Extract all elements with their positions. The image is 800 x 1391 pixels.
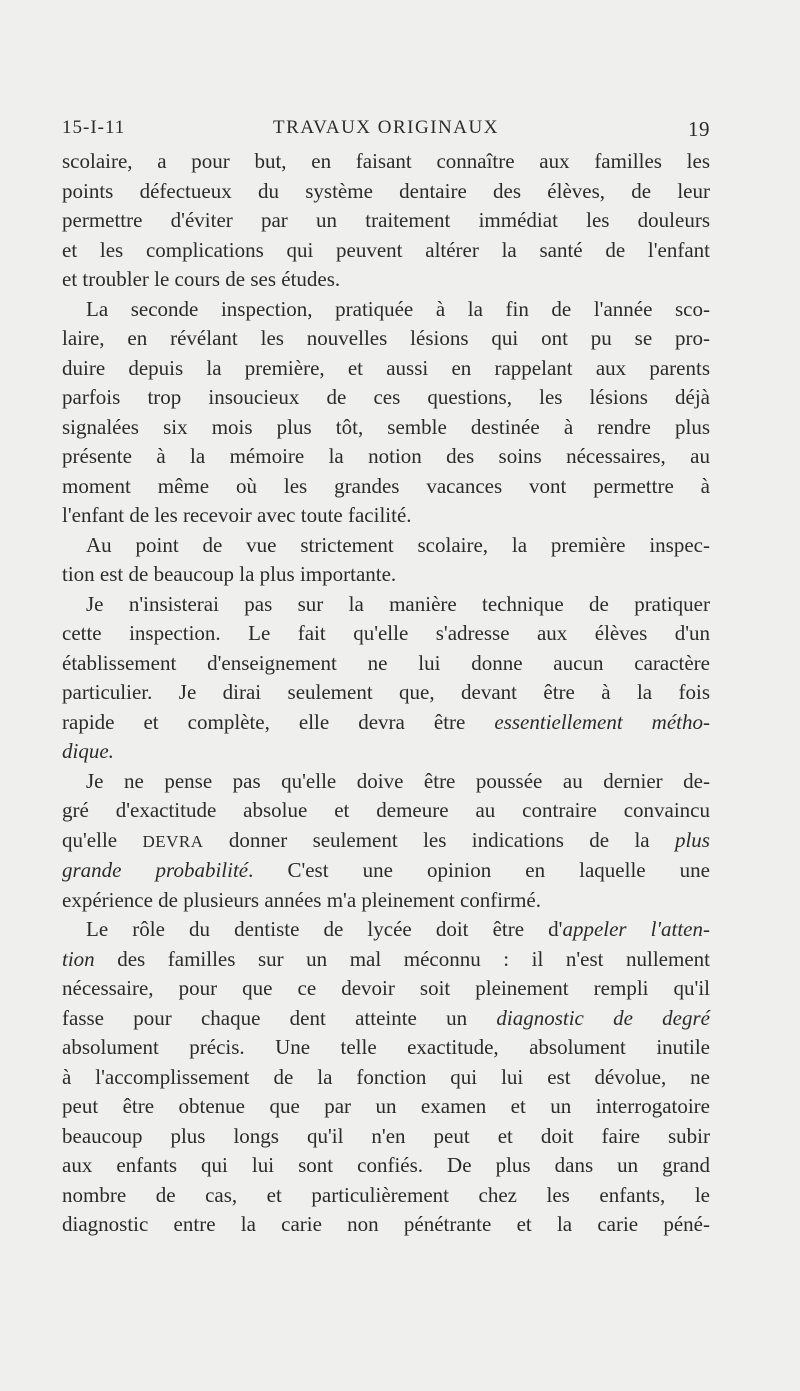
text-run: des familles sur un mal méconnu : il n'est nullement [94, 946, 710, 971]
paragraph-2 [62, 295, 710, 531]
text-line: et les complications qui peuvent altérer la santé de l'enfant [62, 237, 710, 262]
text-run: donner seulement les indications de la [203, 827, 675, 852]
text-line: parfois trop insoucieux de ces questions, les lésions déjà [62, 385, 710, 409]
text-line: Je n'insisterai pas sur la manière technique de pratiquer [86, 591, 710, 616]
text-line [62, 856, 710, 886]
text-line: l'enfant de les recevoir avec toute facilité. [62, 503, 412, 527]
italic-run: plus [674, 827, 710, 852]
text-line: laire, en révélant les nouvelles lésions qui ont pu se pro- [62, 326, 710, 350]
text-line: La seconde inspection, pratiquée à la fin de l'année sco- [86, 296, 710, 321]
text-line: moment même où les grandes vacances vont permettre à [62, 473, 710, 498]
italic-run: tion [62, 946, 95, 971]
italic-run: grande probabilité [62, 858, 249, 882]
text-line [62, 708, 710, 738]
text-line: beaucoup plus longs qu'il n'en peut et doit faire subir [62, 1123, 710, 1148]
paragraph-1 [62, 147, 710, 295]
text-line [62, 915, 710, 945]
text-line: dique. [62, 739, 114, 763]
text-line: aux enfants qui lui sont confiés. De plus dans un grand [62, 1153, 710, 1177]
text-line [62, 826, 710, 857]
text-line: nombre de cas, et particulièrement chez les enfants, le [62, 1182, 710, 1207]
page-body [62, 147, 710, 1240]
small-caps-run: DEVRA [142, 831, 204, 851]
text-line: expérience de plusieurs années m'a pleinement confirmé. [62, 887, 542, 912]
paragraph-4 [62, 590, 710, 767]
text-line: à l'accomplissement de la fonction qui lui est dévolue, ne [62, 1064, 710, 1089]
text-line: gré d'exactitude absolue et demeure au contraire convaincu [62, 798, 710, 822]
text-line: nécessaire, pour que ce devoir soit pleinement rempli qu'il [62, 976, 710, 1000]
text-line: et troubler le cours de ses études. [62, 267, 341, 291]
text-line: permettre d'éviter par un traitement immédiat les douleurs [62, 208, 710, 232]
text-line: diagnostic entre la carie non pénétrante et la carie péné- [62, 1212, 710, 1236]
italic-run: appeler l'atten- [562, 917, 710, 941]
paragraph-6 [62, 915, 710, 1240]
text-run: rapide et complète, elle devra être [62, 709, 495, 734]
text-line: présente à la mémoire la notion des soins nécessaires, au [62, 444, 710, 468]
text-line: absolument précis. Une telle exactitude, absolument inutile [62, 1035, 710, 1059]
text-line: tion est de beaucoup la plus importante. [62, 562, 397, 586]
text-line: scolaire, a pour but, en faisant connaître aux familles les [62, 149, 710, 173]
text-run: fasse pour chaque dent atteinte un [62, 1005, 497, 1030]
paragraph-3 [62, 531, 710, 590]
text-line: particulier. Je dirai seulement que, devant être à la fois [62, 680, 710, 704]
text-line [62, 1004, 710, 1034]
text-line: établissement d'enseignement ne lui donne aucun caractère [62, 650, 710, 675]
running-header [62, 117, 710, 143]
text-line: points défectueux du système dentaire des élèves, de leur [62, 178, 710, 203]
text-line: Je ne pense pas qu'elle doive être poussée au dernier de- [86, 768, 710, 793]
header-date: 15-I-11 [62, 117, 126, 138]
text-run: qu'elle [62, 827, 143, 852]
text-line: Au point de vue strictement scolaire, la première inspec- [86, 532, 710, 557]
text-run: . C'est une opinion en laquelle une [248, 858, 711, 882]
italic-run: diagnostic de degré [496, 1005, 710, 1030]
text-line: signalées six mois plus tôt, semble destinée à rendre plus [62, 414, 710, 439]
text-line: duire depuis la première, et aussi en rappelant aux parents [62, 355, 710, 380]
page-number: 19 [688, 117, 710, 141]
text-line [62, 945, 710, 975]
text-run: Le rôle du dentiste de lycée doit être d' [86, 917, 563, 941]
text-line: peut être obtenue que par un examen et un interrogatoire [62, 1094, 710, 1118]
paragraph-5 [62, 767, 710, 916]
header-title: TRAVAUX ORIGINAUX [273, 117, 499, 138]
text-line: cette inspection. Le fait qu'elle s'adresse aux élèves d'un [62, 621, 710, 645]
italic-run: essentiellement métho- [494, 709, 710, 734]
